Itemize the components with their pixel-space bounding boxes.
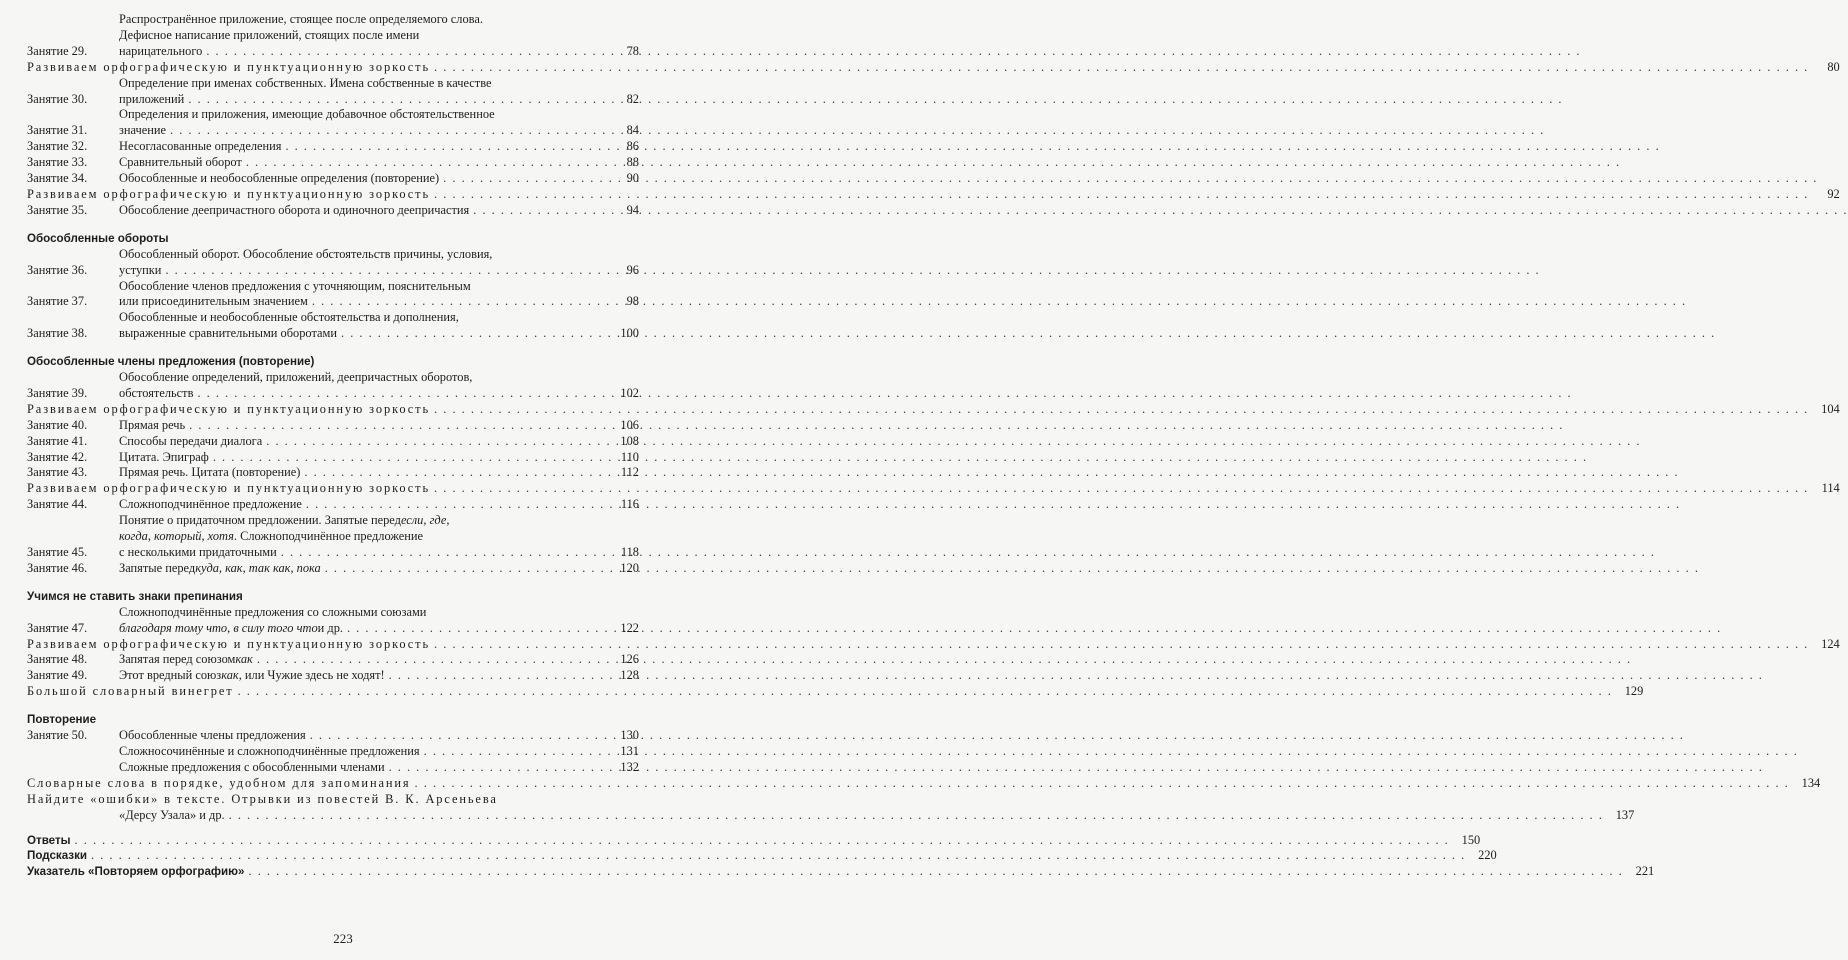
entry-text: Найдите «ошибки» в тексте. Отрывки из повестей В. К. Арсеньева bbox=[27, 791, 498, 806]
toc-entry-practice[interactable] bbox=[27, 481, 1840, 497]
toc-entry-answers[interactable] bbox=[27, 832, 1481, 849]
toc-entry-lesson-49[interactable] bbox=[27, 668, 639, 684]
entry-text: «Дерсу Узала» и др. bbox=[119, 807, 225, 822]
entry-text: Определение при именах собственных. Имена собственные в качестве bbox=[119, 75, 492, 90]
page-ref: 118 bbox=[620, 545, 639, 559]
entry-text: Несогласованные определения bbox=[119, 139, 282, 154]
lesson-label: Занятие 34. bbox=[27, 171, 88, 186]
entry-text: Запятая перед союзом bbox=[119, 652, 236, 667]
page-number: 223 bbox=[333, 931, 353, 946]
toc-entry-lesson-30[interactable] bbox=[27, 76, 639, 108]
entry-text-italic: если, где, bbox=[400, 513, 450, 528]
dot-leader bbox=[434, 637, 1809, 653]
entry-text: Обособленные члены предложения bbox=[119, 728, 306, 743]
lesson-label: Занятие 49. bbox=[27, 668, 88, 683]
page-ref: 92 bbox=[1827, 186, 1840, 201]
toc-entry-lesson-46[interactable] bbox=[27, 561, 639, 577]
dot-leader bbox=[91, 848, 1466, 864]
dot-leader bbox=[424, 744, 608, 760]
toc-entry-index[interactable] bbox=[27, 864, 1655, 880]
dot-leader bbox=[312, 294, 608, 310]
page-ref: 110 bbox=[620, 449, 639, 464]
toc-entry-hints[interactable] bbox=[27, 848, 1497, 864]
toc-entry-lesson-32[interactable] bbox=[27, 139, 639, 155]
entry-text: Прямая речь. Цитата (повторение) bbox=[119, 465, 301, 480]
lesson-label: Занятие 44. bbox=[27, 497, 88, 512]
section-heading: Обособленные члены предложения (повторение) bbox=[27, 355, 315, 369]
entry-text: Прямая речь bbox=[119, 417, 186, 432]
entry-text: Способы передачи диалога bbox=[119, 433, 263, 448]
toc-entry-lesson-37[interactable] bbox=[27, 279, 639, 311]
toc-entry-practice[interactable] bbox=[27, 401, 1840, 418]
toc-entry-lesson-45[interactable] bbox=[27, 513, 639, 561]
toc-entry-practice[interactable] bbox=[27, 775, 1821, 792]
table-of-contents bbox=[27, 12, 1840, 880]
lesson-label: Занятие 41. bbox=[27, 433, 88, 448]
entry-text: Обособление деепричастного оборота и одиночного деепричастия bbox=[119, 202, 470, 217]
lesson-label: Занятие 47. bbox=[27, 620, 88, 635]
page-ref: 220 bbox=[1478, 848, 1497, 863]
entry-text: обстоятельств bbox=[119, 385, 194, 400]
page-ref: 114 bbox=[1821, 481, 1840, 496]
entry-text: Большой словарный винегрет bbox=[27, 684, 234, 699]
dot-leader bbox=[415, 776, 1790, 792]
page-ref: 94 bbox=[626, 202, 639, 217]
lesson-label: Занятие 30. bbox=[27, 91, 88, 106]
dot-leader bbox=[473, 203, 608, 219]
page-ref: 112 bbox=[620, 465, 639, 480]
entry-text: Развиваем орфографическую и пунктуационную зоркость bbox=[27, 401, 431, 416]
page-ref: 132 bbox=[620, 759, 639, 774]
dot-leader bbox=[188, 92, 608, 108]
entry-text: Словарные слова в порядке, удобном для запоминания bbox=[27, 775, 411, 790]
lesson-label: Занятие 36. bbox=[27, 262, 88, 277]
lesson-label: Занятие 46. bbox=[27, 560, 88, 575]
page-ref: 86 bbox=[626, 139, 639, 154]
dot-leader bbox=[170, 123, 608, 139]
page-ref: 128 bbox=[620, 668, 639, 683]
toc-entry-lesson-50[interactable] bbox=[27, 728, 639, 776]
dot-leader bbox=[341, 326, 608, 342]
entry-text: Определения и приложения, имеющие добавочное обстоятельственное bbox=[119, 107, 495, 122]
toc-entry-lesson-47[interactable] bbox=[27, 605, 639, 637]
entry-text-italic: как bbox=[221, 668, 239, 683]
entry-text-italic: когда, который, хотя bbox=[119, 529, 234, 544]
toc-entry-lesson-39[interactable] bbox=[27, 370, 639, 402]
page-ref: 124 bbox=[1821, 636, 1840, 651]
toc-entry-lesson-48[interactable] bbox=[27, 652, 639, 668]
dot-leader bbox=[443, 171, 608, 187]
page-ref: 130 bbox=[620, 728, 639, 743]
page-ref: 221 bbox=[1635, 864, 1655, 879]
toc-entry-lesson-43[interactable] bbox=[27, 465, 639, 481]
entry-text: Запятые перед bbox=[119, 560, 196, 575]
lesson-label: Занятие 43. bbox=[27, 465, 88, 480]
entry-text: уступки bbox=[119, 262, 162, 277]
entry-text: Указатель «Повторяем орфографию» bbox=[27, 865, 245, 879]
toc-entry-lesson-41[interactable] bbox=[27, 434, 639, 450]
toc-entry-lesson-31[interactable] bbox=[27, 107, 639, 139]
entry-text: Обособленные и необособленные определения (повторение) bbox=[119, 171, 440, 186]
entry-text: Сложносочинённые и сложноподчинённые предложения bbox=[119, 743, 420, 758]
toc-entry-lesson-38[interactable] bbox=[27, 310, 639, 342]
toc-entry-practice[interactable] bbox=[27, 684, 1644, 700]
entry-text: Подсказки bbox=[27, 849, 88, 863]
toc-entry-lesson-29[interactable] bbox=[27, 12, 639, 60]
dot-leader bbox=[213, 450, 608, 466]
section-heading: Обособленные обороты bbox=[27, 231, 169, 245]
dot-leader bbox=[347, 621, 608, 637]
entry-text: Обособление членов предложения с уточняющим, пояснительным bbox=[119, 278, 471, 293]
dot-leader bbox=[257, 652, 608, 668]
toc-entry-lesson-33[interactable] bbox=[27, 155, 639, 171]
entry-text: значение bbox=[119, 123, 167, 138]
toc-entry-practice[interactable] bbox=[27, 186, 1840, 203]
page-ref: 78 bbox=[626, 43, 639, 58]
lesson-label: Занятие 48. bbox=[27, 652, 88, 667]
entry-text: , или Чужие здесь не ходят! bbox=[238, 668, 385, 683]
toc-entry-practice[interactable] bbox=[27, 636, 1840, 653]
dot-leader bbox=[281, 545, 608, 561]
dot-leader bbox=[189, 418, 608, 434]
entry-text: нарицательного bbox=[119, 43, 203, 58]
lesson-label: Занятие 37. bbox=[27, 294, 88, 309]
page-ref: 116 bbox=[620, 497, 639, 512]
entry-text: выраженные сравнительными оборотами bbox=[119, 326, 337, 341]
dot-leader bbox=[206, 44, 608, 60]
dot-leader bbox=[306, 497, 608, 513]
toc-entry-lesson-34[interactable] bbox=[27, 171, 639, 187]
page-ref: 84 bbox=[626, 123, 639, 138]
lesson-label: Занятие 32. bbox=[27, 139, 88, 154]
page-ref: 120 bbox=[620, 560, 639, 575]
page-ref: 80 bbox=[1827, 59, 1840, 74]
toc-entry-lesson-44[interactable] bbox=[27, 497, 639, 513]
entry-text: Этот вредный союз bbox=[119, 668, 222, 683]
entry-text: Обособленные и необособленные обстоятельства и дополнения, bbox=[119, 310, 459, 325]
dot-leader bbox=[266, 434, 608, 450]
page-ref: 108 bbox=[620, 433, 639, 448]
entry-text: приложений bbox=[119, 91, 185, 106]
toc-entry-lesson-36[interactable] bbox=[27, 247, 639, 279]
dot-leader bbox=[249, 864, 1624, 880]
entry-text: Развиваем орфографическую и пунктуационную зоркость bbox=[27, 186, 431, 201]
lesson-label: Занятие 38. bbox=[27, 326, 88, 341]
page-ref: 96 bbox=[626, 262, 639, 277]
dot-leader bbox=[325, 561, 608, 577]
dot-leader bbox=[197, 386, 608, 402]
toc-entry-lesson-42[interactable] bbox=[27, 450, 639, 466]
page-ref: 100 bbox=[620, 326, 639, 341]
toc-entry-lesson-35[interactable] bbox=[27, 203, 639, 219]
entry-text: с несколькими придаточными bbox=[119, 545, 277, 559]
entry-text-italic: как bbox=[235, 652, 253, 667]
dot-leader bbox=[75, 833, 1450, 849]
page-ref: 134 bbox=[1801, 775, 1821, 790]
entry-text: Цитата. Эпиграф bbox=[119, 449, 209, 464]
lesson-label: Занятие 35. bbox=[27, 202, 88, 217]
lesson-label: Занятие 39. bbox=[27, 385, 88, 400]
entry-text: Ответы bbox=[27, 833, 71, 847]
lesson-label: Занятие 40. bbox=[27, 417, 88, 432]
lesson-label: Занятие 29. bbox=[27, 43, 88, 58]
page-ref: 129 bbox=[1624, 684, 1644, 699]
dot-leader bbox=[389, 760, 608, 776]
entry-text: Понятие о придаточном предложении. Запятые перед bbox=[119, 513, 401, 528]
dot-leader bbox=[310, 728, 608, 744]
entry-text: Сравнительный оборот bbox=[119, 155, 242, 170]
lesson-label: Занятие 50. bbox=[27, 728, 88, 743]
dot-leader bbox=[285, 139, 608, 155]
entry-text: Развиваем орфографическую и пунктуационную зоркость bbox=[27, 636, 431, 651]
page-ref: 126 bbox=[620, 652, 639, 667]
page-ref: 122 bbox=[620, 620, 639, 635]
page-ref: 104 bbox=[1821, 401, 1840, 416]
dot-leader bbox=[246, 155, 608, 171]
entry-text: и др. bbox=[317, 620, 343, 635]
page-ref: 88 bbox=[626, 155, 639, 170]
page-ref: 150 bbox=[1461, 832, 1481, 847]
dot-leader bbox=[434, 187, 1809, 203]
lesson-label: Занятие 31. bbox=[27, 123, 88, 138]
dot-leader bbox=[229, 808, 1604, 824]
page-ref: 106 bbox=[620, 417, 639, 432]
dot-leader bbox=[434, 60, 1809, 76]
page-ref: 137 bbox=[1615, 807, 1635, 822]
section-heading: Повторение bbox=[27, 713, 97, 727]
section-heading: Учимся не ставить знаки препинания bbox=[27, 589, 243, 603]
entry-text: Дефисное написание приложений, стоящих после имени bbox=[119, 27, 420, 42]
entry-text: Распространённое приложение, стоящее после определяемого слова. bbox=[119, 12, 483, 26]
entry-text: Сложноподчинённое предложение bbox=[119, 497, 302, 512]
dot-leader bbox=[434, 402, 1809, 418]
lesson-label: Занятие 33. bbox=[27, 155, 88, 170]
dot-leader bbox=[165, 263, 608, 279]
entry-text: Развиваем орфографическую и пунктуационную зоркость bbox=[27, 59, 431, 74]
entry-text: Обособление определений, приложений, деепричастных оборотов, bbox=[119, 370, 473, 385]
entry-text: Сложноподчинённые предложения со сложными союзами bbox=[119, 604, 427, 619]
page-ref: 102 bbox=[620, 385, 639, 400]
dot-leader bbox=[389, 668, 608, 684]
entry-text-italic: благодаря тому что, в силу того что bbox=[119, 620, 318, 635]
page-ref: 90 bbox=[626, 171, 639, 186]
lesson-label: Занятие 42. bbox=[27, 449, 88, 464]
lesson-label: Занятие 45. bbox=[27, 545, 88, 559]
dot-leader bbox=[238, 684, 1613, 700]
entry-text: или присоединительным значением bbox=[119, 294, 308, 309]
page-ref: 82 bbox=[626, 91, 639, 106]
dot-leader bbox=[434, 481, 1809, 497]
toc-entry-practice[interactable] bbox=[27, 791, 1635, 824]
entry-text: . Сложноподчинённое предложение bbox=[233, 529, 423, 544]
entry-text: Обособленный оборот. Обособление обстоятельств причины, условия, bbox=[119, 246, 493, 261]
page-ref: 131 bbox=[620, 743, 639, 758]
page-ref: 98 bbox=[626, 294, 639, 309]
dot-leader bbox=[304, 465, 608, 481]
entry-text: Сложные предложения с обособленными членами bbox=[119, 759, 385, 774]
entry-text: Развиваем орфографическую и пунктуационную зоркость bbox=[27, 481, 431, 496]
toc-entry-practice[interactable] bbox=[27, 59, 1840, 76]
toc-entry-lesson-40[interactable] bbox=[27, 418, 639, 434]
entry-text-italic: куда, как, так как, пока bbox=[195, 560, 321, 575]
